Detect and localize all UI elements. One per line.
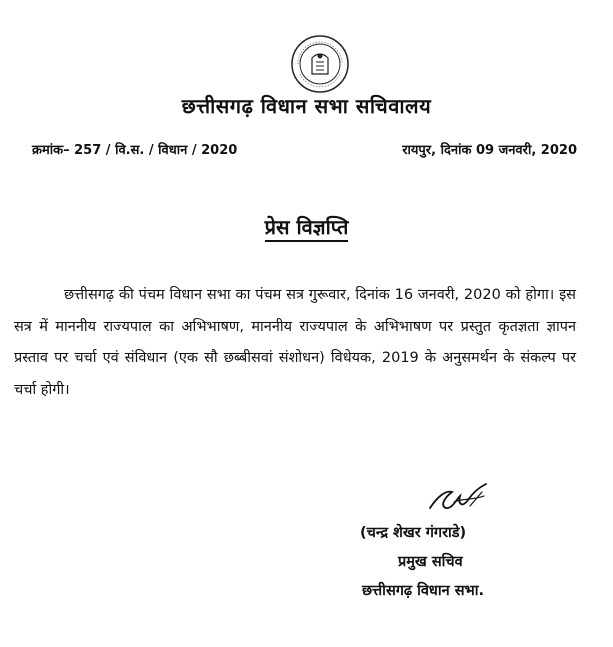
- secretariat-title: छत्तीसगढ़ विधान सभा सचिवालय: [181, 94, 432, 118]
- signatory-block: [360, 519, 560, 606]
- press-release-heading: [0, 213, 613, 240]
- place-and-date: रायपुर, दिनांक 09 जनवरी, 2020: [402, 143, 577, 158]
- press-release-heading-text: प्रेस विज्ञप्ति: [265, 215, 349, 242]
- signatory-office: छत्तीसगढ़ विधान सभा.: [362, 583, 484, 599]
- signatory-name: (चन्द्र शेखर गंगराडे): [360, 525, 467, 541]
- state-emblem-seal-icon: [290, 34, 350, 94]
- reference-number: क्रमांक– 257 / वि.स. / विधान / 2020: [32, 143, 238, 158]
- handwritten-signature-icon: [424, 478, 494, 518]
- signatory-designation: प्रमुख सचिव: [398, 554, 463, 570]
- notice-body: छत्तीसगढ़ की पंचम विधान सभा का पंचम सत्र गुरूवार, दिनांक 16 जनवरी, 2020 को होगा। इस सत्र में माननीय राज्यपाल का अभिभाषण, माननीय राज्यपाल के अभिभाषण पर प्रस्तुत कृतज्ञता ज्ञापन प्रस्ताव पर चर्चा एवं संविधान (एक सौ छब्बीसवां संशोधन) विधेयक, 2019 के अनुसमर्थन के संकल्प पर चर्चा होगी।: [14, 287, 576, 398]
